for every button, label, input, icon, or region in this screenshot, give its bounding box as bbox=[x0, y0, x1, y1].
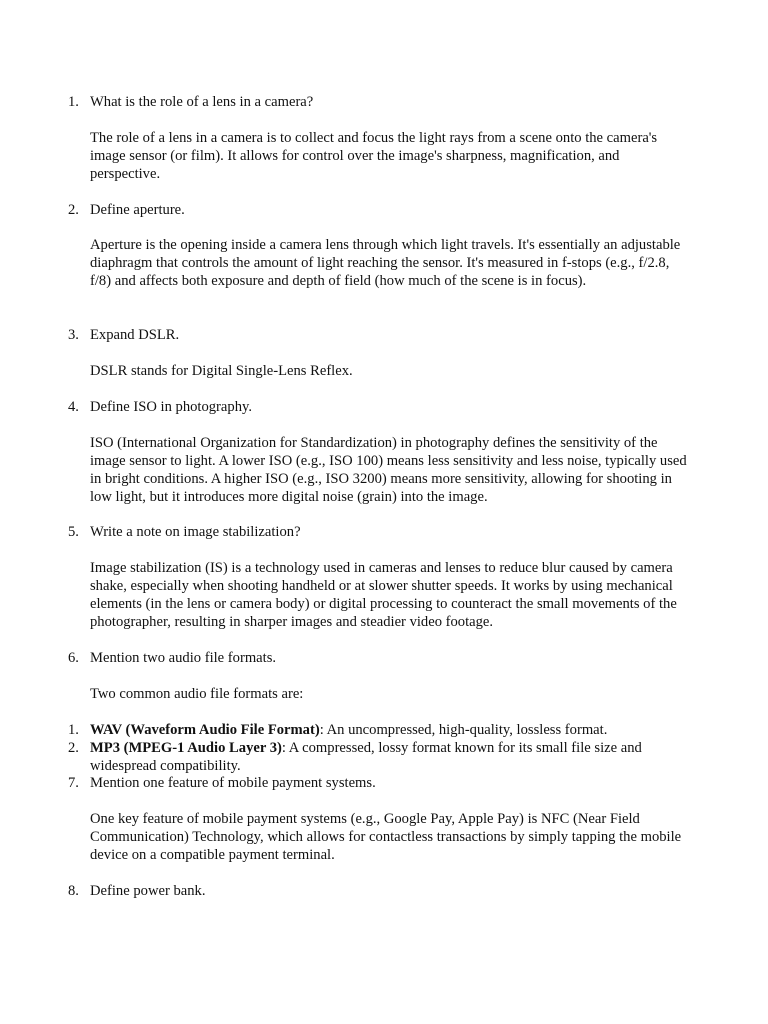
question-text: Expand DSLR. bbox=[90, 327, 180, 343]
answer-text: Two common audio file formats are: bbox=[90, 686, 304, 702]
question-text: Mention two audio file formats. bbox=[90, 650, 277, 666]
answer-text: One key feature of mobile payment systems (e.g., Google Pay, Apple Pay) is NFC (Near Field Communication) Technology, which allows for contactless transactions by simply tapping the mobile device on a compatible payment terminal. bbox=[90, 811, 682, 863]
format-item bbox=[90, 721, 690, 739]
question-number: 1. bbox=[68, 94, 79, 110]
question-text: Mention one feature of mobile payment systems. bbox=[90, 775, 376, 791]
question-text: Write a note on image stabilization? bbox=[90, 524, 301, 540]
format-number: 1. bbox=[68, 722, 79, 738]
question-text: Define power bank. bbox=[90, 883, 206, 899]
format-number: 2. bbox=[68, 740, 79, 756]
format-description: : An uncompressed, high-quality, lossless format. bbox=[319, 722, 608, 738]
question-number: 4. bbox=[68, 399, 79, 415]
question-text: Define ISO in photography. bbox=[90, 399, 252, 415]
answer-text: Image stabilization (IS) is a technology used in cameras and lenses to reduce blur caused by camera shake, especially when shooting handheld or at slower shutter speeds. It works by using mechanical elements (in the lens or camera body) or digital processing to counteract the small movements of the photographer, resulting in sharper images and steadier video footage. bbox=[90, 560, 677, 630]
question-text: Define aperture. bbox=[90, 202, 185, 218]
answer-text: The role of a lens in a camera is to collect and focus the light rays from a scene onto the camera's image sensor (or film). It allows for control over the image's sharpness, magnification, and perspective. bbox=[90, 130, 658, 182]
answer-text: DSLR stands for Digital Single-Lens Reflex. bbox=[90, 363, 353, 379]
question-number: 3. bbox=[68, 327, 79, 343]
question-number: 2. bbox=[68, 202, 79, 218]
question-number: 5. bbox=[68, 524, 79, 540]
question-text: What is the role of a lens in a camera? bbox=[90, 94, 314, 110]
format-description: : A compressed, lossy format known for its small file size and widespread compatibility. bbox=[90, 740, 642, 774]
answer-text: ISO (International Organization for Standardization) in photography defines the sensitivity of the image sensor to light. A lower ISO (e.g., ISO 100) means less sensitivity and less noise, typically used in bright conditions. A higher ISO (e.g., ISO 3200) means more sensitivity, allowing for shooting in low light, but it introduces more digital noise (grain) into the image. bbox=[90, 435, 687, 505]
format-name: WAV (Waveform Audio File Format) bbox=[90, 722, 320, 738]
question-number: 8. bbox=[68, 883, 79, 899]
question-number: 6. bbox=[68, 650, 79, 666]
answer-text: Aperture is the opening inside a camera lens through which light travels. It's essentially an adjustable diaphragm that controls the amount of light reaching the sensor. It's measured in f-stops (e.g., f/2.8, f/8) and affects both exposure and depth of field (how much of the scene is in focus). bbox=[90, 237, 681, 289]
question-number: 7. bbox=[68, 775, 79, 791]
format-item bbox=[90, 739, 690, 775]
format-name: MP3 (MPEG-1 Audio Layer 3) bbox=[90, 740, 282, 756]
